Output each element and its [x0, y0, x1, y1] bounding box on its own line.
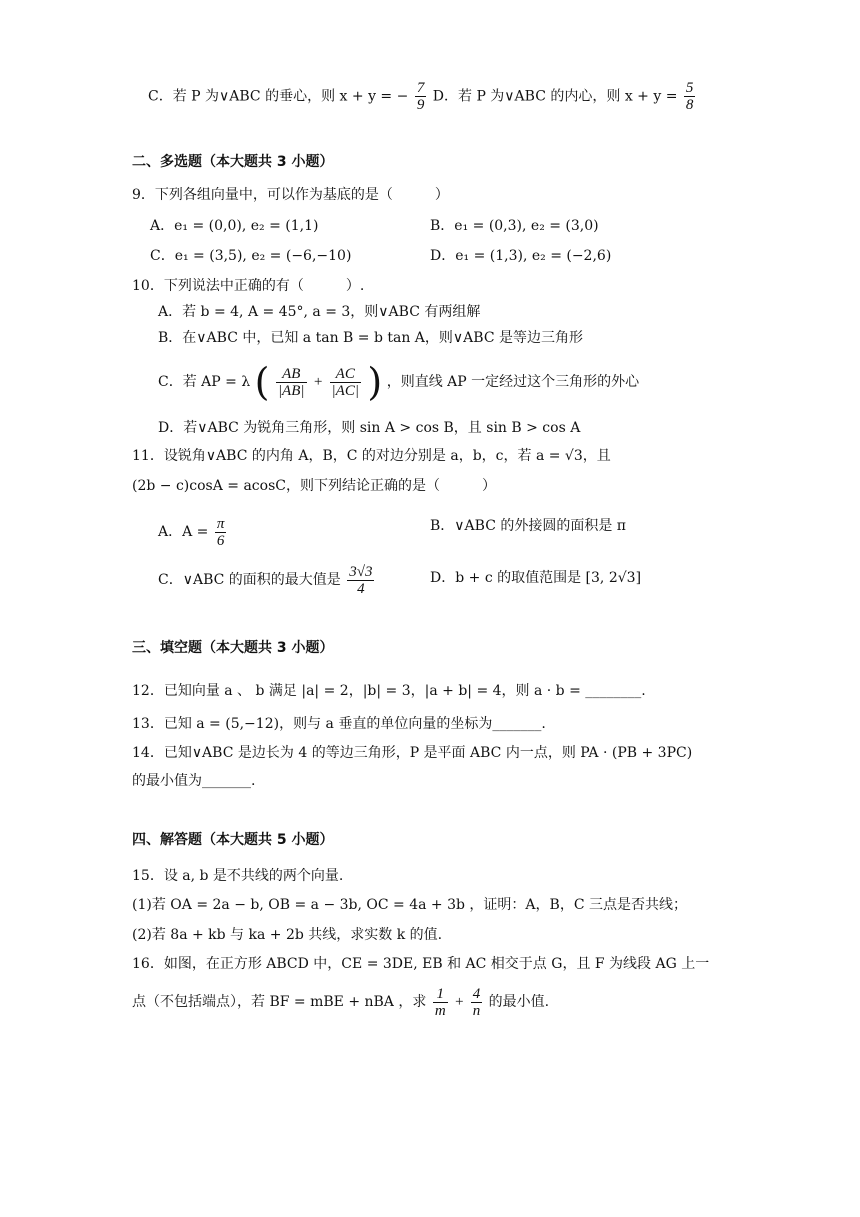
q11-option-c-denominator: 4: [357, 580, 365, 597]
q10-option-c-prefix: C．若 AP = λ: [158, 374, 251, 390]
q16-plus: +: [454, 994, 465, 1010]
q8-option-c-numerator: 7: [416, 80, 425, 96]
q16-line2-prefix: 点（不包括端点），若 BF = mBE + nBA ，求: [132, 994, 427, 1010]
q9-option-a: A．e₁ = (0,0), e₂ = (1,1): [150, 218, 319, 234]
q11-option-d: D．b + c 的取值范围是 [3, 2√3]: [430, 570, 642, 586]
q8-option-d-fraction: [684, 80, 696, 113]
q10-option-c-ac-numerator: AC: [330, 366, 361, 383]
q16-line2-suffix: 的最小值.: [488, 994, 550, 1010]
q10-option-c-fraction-ab: [276, 366, 307, 399]
section-3-title: 三、填空题（本大题共 3 小题）: [132, 640, 334, 656]
q10-option-c: [158, 360, 639, 404]
q11-option-a-numerator: π: [216, 515, 225, 532]
q15-stem: 15．设 a, b 是不共线的两个向量.: [132, 868, 344, 884]
q16-fraction-1-over-m: [433, 986, 448, 1019]
q16-fraction-2-denominator: n: [472, 1002, 481, 1019]
q16-fraction-1-denominator: m: [434, 1002, 446, 1019]
q11-option-c-prefix: C．∨ABC 的面积的最大值是: [158, 572, 341, 588]
q8-option-c-fraction: [415, 80, 427, 113]
q11-stem-line1: 11．设锐角∨ABC 的内角 A，B，C 的对边分别是 a，b，c，若 a = √3，且: [132, 448, 611, 464]
q10-option-d: D．若∨ABC 为锐角三角形，则 sin A > cos B，且 sin B > cos A: [158, 420, 581, 436]
q15-part2: (2)若 8a + kb 与 ka + 2b 共线，求实数 k 的值.: [132, 927, 443, 943]
q16-fraction-4-over-n: [471, 986, 483, 1019]
q16-fraction-2-numerator: 4: [472, 985, 481, 1002]
q10-stem: 10．下列说法中正确的有（ ）.: [132, 278, 365, 294]
q11-option-b: B．∨ABC 的外接圆的面积是 π: [430, 518, 627, 534]
q8-option-c-denominator: 9: [416, 97, 425, 113]
q11-option-a-prefix: A．A =: [158, 524, 209, 540]
q10-option-c-ab-numerator: AB: [276, 366, 307, 383]
q10-option-c-plus: +: [312, 374, 324, 390]
q13-text: 13．已知 a = (5,−12)，则与 a 垂直的单位向量的坐标为_______.: [132, 716, 546, 732]
q8-option-d-denominator: 8: [685, 97, 694, 113]
q10-option-c-suffix: ，则直线 AP 一定经过这个三角形的外心: [386, 374, 640, 390]
q14-line1: 14．已知∨ABC 是边长为 4 的等边三角形，P 是平面 ABC 内一点，则 PA · (PB + 3PC): [132, 745, 693, 761]
q8-option-c: [148, 80, 697, 113]
q8-option-c-text: C．若 P 为∨ABC 的垂心，则 x + y = −: [148, 88, 409, 105]
q10-option-a: A．若 b = 4, A = 45°, a = 3，则∨ABC 有两组解: [158, 304, 481, 320]
q11-option-a-fraction: [215, 516, 227, 549]
q11-stem-line2: (2b − c)cosA = acosC，则下列结论正确的是（ ）: [132, 478, 496, 494]
q10-option-c-right-paren: ): [367, 360, 383, 404]
q11-option-c-fraction: [347, 564, 374, 597]
q8-option-d-numerator: 5: [685, 80, 694, 96]
q16-fraction-1-numerator: 1: [433, 986, 448, 1003]
q12-text: 12．已知向量 a 、 b 满足 |a| = 2，|b| = 3，|a + b| = 4，则 a · b = ________.: [132, 683, 646, 699]
q10-option-c-ab-denominator: |AB|: [277, 382, 305, 399]
q16-line2: [132, 982, 549, 1022]
q11-option-a: [158, 512, 228, 552]
q10-option-b: B．在∨ABC 中，已知 a tan B = b tan A，则∨ABC 是等边三角形: [158, 330, 583, 346]
q9-option-c: C．e₁ = (3,5), e₂ = (−6,−10): [150, 248, 352, 264]
q10-option-c-ac-denominator: |AC|: [331, 382, 359, 399]
q10-option-c-left-paren: (: [254, 360, 270, 404]
q9-stem: 9．下列各组向量中，可以作为基底的是（ ）: [132, 187, 449, 203]
q11-option-c-numerator: 3√3: [349, 563, 373, 580]
q8-option-d-text: D．若 P 为∨ABC 的内心，则 x + y =: [432, 88, 678, 105]
q14-line2: 的最小值为_______.: [132, 773, 256, 789]
section-4-title: 四、解答题（本大题共 5 小题）: [132, 832, 334, 848]
q15-part1: (1)若 OA = 2a − b, OB = a − 3b, OC = 4a + 3b ，证明：A，B，C 三点是否共线；: [132, 897, 687, 913]
q11-option-c: [158, 560, 376, 600]
q9-option-d: D．e₁ = (1,3), e₂ = (−2,6): [430, 248, 612, 264]
section-2-title: 二、多选题（本大题共 3 小题）: [132, 154, 334, 170]
q11-option-a-denominator: 6: [216, 532, 225, 549]
q10-option-c-fraction-ac: [330, 366, 361, 399]
q9-option-b: B．e₁ = (0,3), e₂ = (3,0): [430, 218, 599, 234]
q16-line1: 16．如图，在正方形 ABCD 中，CE = 3DE, EB 和 AC 相交于点 G，且 F 为线段 AG 上一: [132, 956, 710, 972]
